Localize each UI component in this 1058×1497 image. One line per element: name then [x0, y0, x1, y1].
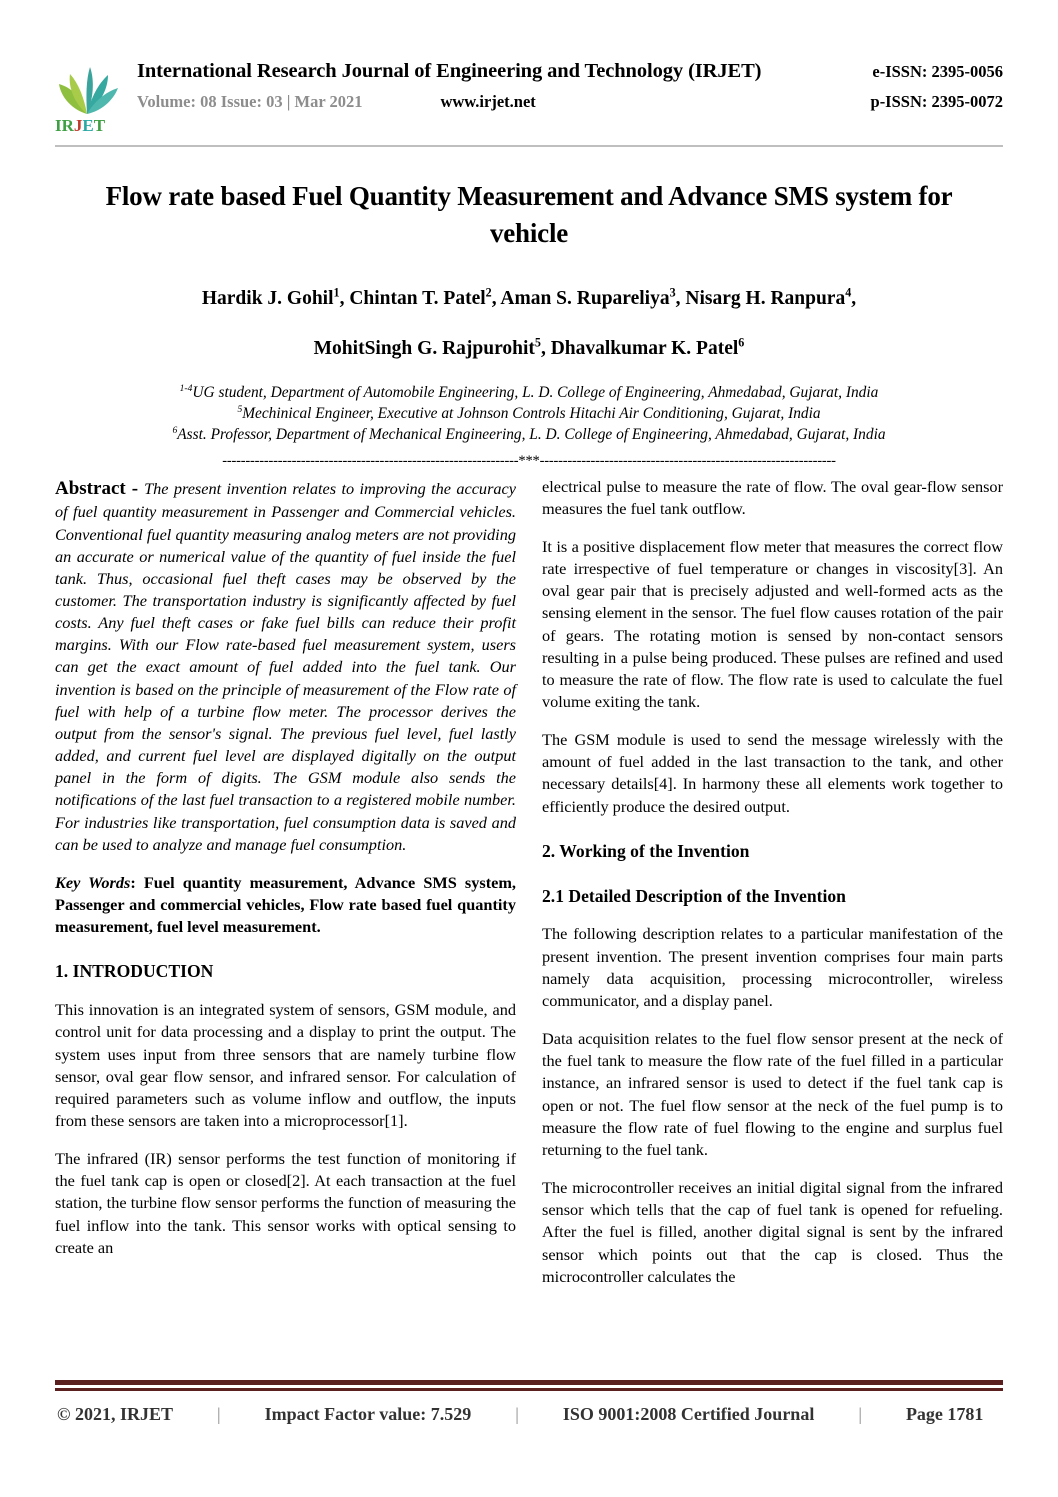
- footer-separator-2: |: [515, 1404, 519, 1424]
- intro-paragraph-2: The infrared (IR) sensor performs the test function of monitoring if the fuel tank cap is open or closed[2]. At each transaction at the fuel station, the turbine flow sensor performs the function of measuring the fuel inflow into the tank. This sensor works with optical sensing to create an: [55, 1149, 516, 1257]
- footer-copyright: © 2021, IRJET: [57, 1404, 173, 1424]
- leaf-fan-icon: [55, 64, 123, 116]
- author-5-affil-marker: 5: [534, 335, 541, 350]
- p-issn: p-ISSN: 2395-0072: [870, 92, 1003, 111]
- page-footer: [55, 1380, 1003, 1425]
- affiliation-2: $^5$Mechinical Engineer, Executive at Johnson Controls Hitachi Air Conditioning, Gujarat, India: [237, 403, 821, 422]
- author-4: Nisarg H. Ranpura$^4$,: [685, 285, 857, 309]
- footer-iso-certification: ISO 9001:2008 Certified Journal: [562, 1404, 815, 1424]
- right-paragraph-1: electrical pulse to measure the rate of flow. The oval gear-flow sensor measures the fuel tank outflow.: [542, 476, 1003, 518]
- page-title: Flow rate based Fuel Quantity Measurement and Advance SMS system for vehicle: [105, 181, 953, 249]
- affiliation-3: $^6$Asst. Professor, Department of Mechanical Engineering, L. D. College of Engineering, Ahmedabad, Gujarat, India: [172, 424, 886, 443]
- author-2: Chintan T. Patel$^2$,: [349, 285, 501, 309]
- right-column: [542, 476, 1003, 1304]
- keywords-paragraph: [55, 872, 516, 938]
- masthead-text: [137, 60, 1003, 112]
- keywords-label: Key Words: [55, 872, 131, 892]
- left-column: [55, 476, 516, 1304]
- journal-masthead: [55, 0, 1003, 134]
- author-4-affil-marker: 4: [845, 285, 852, 299]
- heading-detailed-description: 2.1 Detailed Description of the Invention: [542, 885, 846, 906]
- author-3-affil-marker: 3: [669, 285, 676, 299]
- section-separator: [55, 452, 1003, 470]
- intro-paragraph-1: This innovation is an integrated system of sensors, GSM module, and control unit for data processing and a display to print the output. The system uses input from three sensors that are namely turbine flow sensor, oval gear flow sensor, and infrared sensor. For calculation of required parameters such as volume inflow and outflow, the inputs from these sensors are taken into a microprocessor[1].: [55, 1000, 516, 1130]
- separator-dashes-left: ----------------------------------------------------------------: [222, 452, 519, 469]
- journal-title: International Research Journal of Engineering and Technology (IRJET): [137, 60, 762, 82]
- right-paragraph-6: The microcontroller receives an initial digital signal from the infrared sensor which tells that the cap of fuel tank is opened for refueling. After the fuel is filled, another digital signal is sent by the infrared sensor which points out that the cap is closed. Thus the microcontroller calculates the: [542, 1178, 1003, 1286]
- irjet-logo: [55, 60, 127, 134]
- volume-issue-line: Volume: 08 Issue: 03 | Mar 2021: [137, 92, 363, 111]
- footer-divider-bottom: [55, 1388, 1003, 1391]
- footer-separator-3: |: [858, 1404, 862, 1424]
- author-3: Aman S. Rupareliya$^3$,: [500, 285, 686, 309]
- affiliation-2-marker: 5: [237, 403, 243, 415]
- affiliation-1: $^{1-4}$UG student, Department of Automobile Engineering, L. D. College of Engineering, Ahmedabad, Gujarat, India: [179, 382, 879, 401]
- heading-introduction: 1. INTRODUCTION: [55, 961, 214, 982]
- e-issn: e-ISSN: 2395-0056: [872, 62, 1003, 81]
- abstract-label: Abstract -: [55, 477, 145, 499]
- separator-stars: ***: [518, 452, 540, 469]
- author-6: Dhavalkumar K. Patel$^6$: [550, 335, 745, 359]
- footer-divider-top: [55, 1380, 1003, 1385]
- right-paragraph-2: It is a positive displacement flow meter that measures the correct flow rate irrespective of fuel temperature or changes in viscosity[3]. An oval gear pair that is precisely adjusted and well-formed acts as the sensing element in the sensor. The fuel flow causes rotation of the pair of gears. The rotating motion is sensed by non-contact sensors resulting in a pulse being produced. These pulses are refined and used to measure the rate of flow. The flow rate is used to calculate the fuel volume exiting the tank.: [542, 536, 1003, 711]
- separator-dashes-right: ----------------------------------------------------------------: [539, 452, 836, 469]
- author-5: MohitSingh G. Rajpurohit$^5$,: [313, 335, 551, 359]
- footer-impact-factor: Impact Factor value: 7.529: [264, 1404, 472, 1424]
- journal-website-link[interactable]: www.irjet.net: [440, 92, 536, 111]
- header-divider: [55, 145, 1003, 147]
- right-paragraph-5: Data acquisition relates to the fuel flow sensor present at the neck of the fuel tank to measure the flow rate of the fuel filled in a particular instance, an infrared sensor is used to detect if the fuel tank cap is open or not. The fuel flow sensor at the neck of the fuel pump is to measure the flow rate of fuel flowing to the engine and surplus fuel returning to the fuel tank.: [542, 1029, 1003, 1159]
- irjet-logo-wordmark: IRJET: [55, 116, 106, 135]
- affiliation-3-marker: 6: [172, 424, 178, 436]
- footer-info-line: [55, 1404, 1003, 1425]
- abstract-text: The present invention relates to improving the accuracy of fuel quantity measurement in Passenger and Commercial vehicles. Conventional fuel quantity measuring analog meters are not providing an accurate or numerical value of the quantity of fuel inside the fuel tank. Thus, occasional fuel theft cases may be observed by the customer. The transportation industry is significantly affected by fuel costs. Any fuel theft cases or fake fuel bills can reduce their profit margins. With our Flow rate-based fuel measurement system, users can get the exact amount of fuel added into the fuel tank. Our invention is based on the principle of measurement of the Flow rate of fuel with help of a turbine flow meter. The processor derives the output from the sensor's signal. The previous fuel level, fuel lastly added, and current fuel level are displayed digitally on the output panel in the form of digits. The GSM module also sends the notifications of the last fuel transaction to a registered mobile number. For industries like transportation, fuel consumption data is saved and can be used to analyze and manage fuel consumption.: [55, 478, 516, 854]
- affiliations-block: [55, 383, 1003, 446]
- keywords-text: : Fuel quantity measurement, Advance SMS system, Passenger and commercial vehicles, Flow rate based fuel quantity measurement, fuel level measurement.: [55, 872, 516, 937]
- author-1-affil-marker: 1: [333, 285, 340, 299]
- author-6-affil-marker: 6: [738, 335, 745, 350]
- author-line-2: [55, 335, 1003, 360]
- footer-page-number: Page 1781: [905, 1404, 984, 1424]
- two-column-body: [55, 476, 1003, 1304]
- right-paragraph-3: The GSM module is used to send the message wirelessly with the amount of fuel added in the last transaction to the tank, and other necessary details[4]. In harmony these all elements work together to efficiently produce the desired output.: [542, 730, 1003, 816]
- right-paragraph-4: The following description relates to a particular manifestation of the present invention. The present invention comprises four main parts namely data acquisition, processing microcontroller, wireless communicator, and a display panel.: [542, 924, 1003, 1010]
- heading-working-of-invention: 2. Working of the Invention: [542, 840, 750, 861]
- abstract-paragraph: [55, 476, 516, 856]
- affiliation-1-marker: 1-4: [179, 382, 193, 394]
- author-1: Hardik J. Gohil$^1$,: [201, 285, 350, 309]
- footer-separator-1: |: [216, 1404, 221, 1424]
- author-2-affil-marker: 2: [485, 285, 492, 299]
- author-line-1: [55, 284, 1003, 313]
